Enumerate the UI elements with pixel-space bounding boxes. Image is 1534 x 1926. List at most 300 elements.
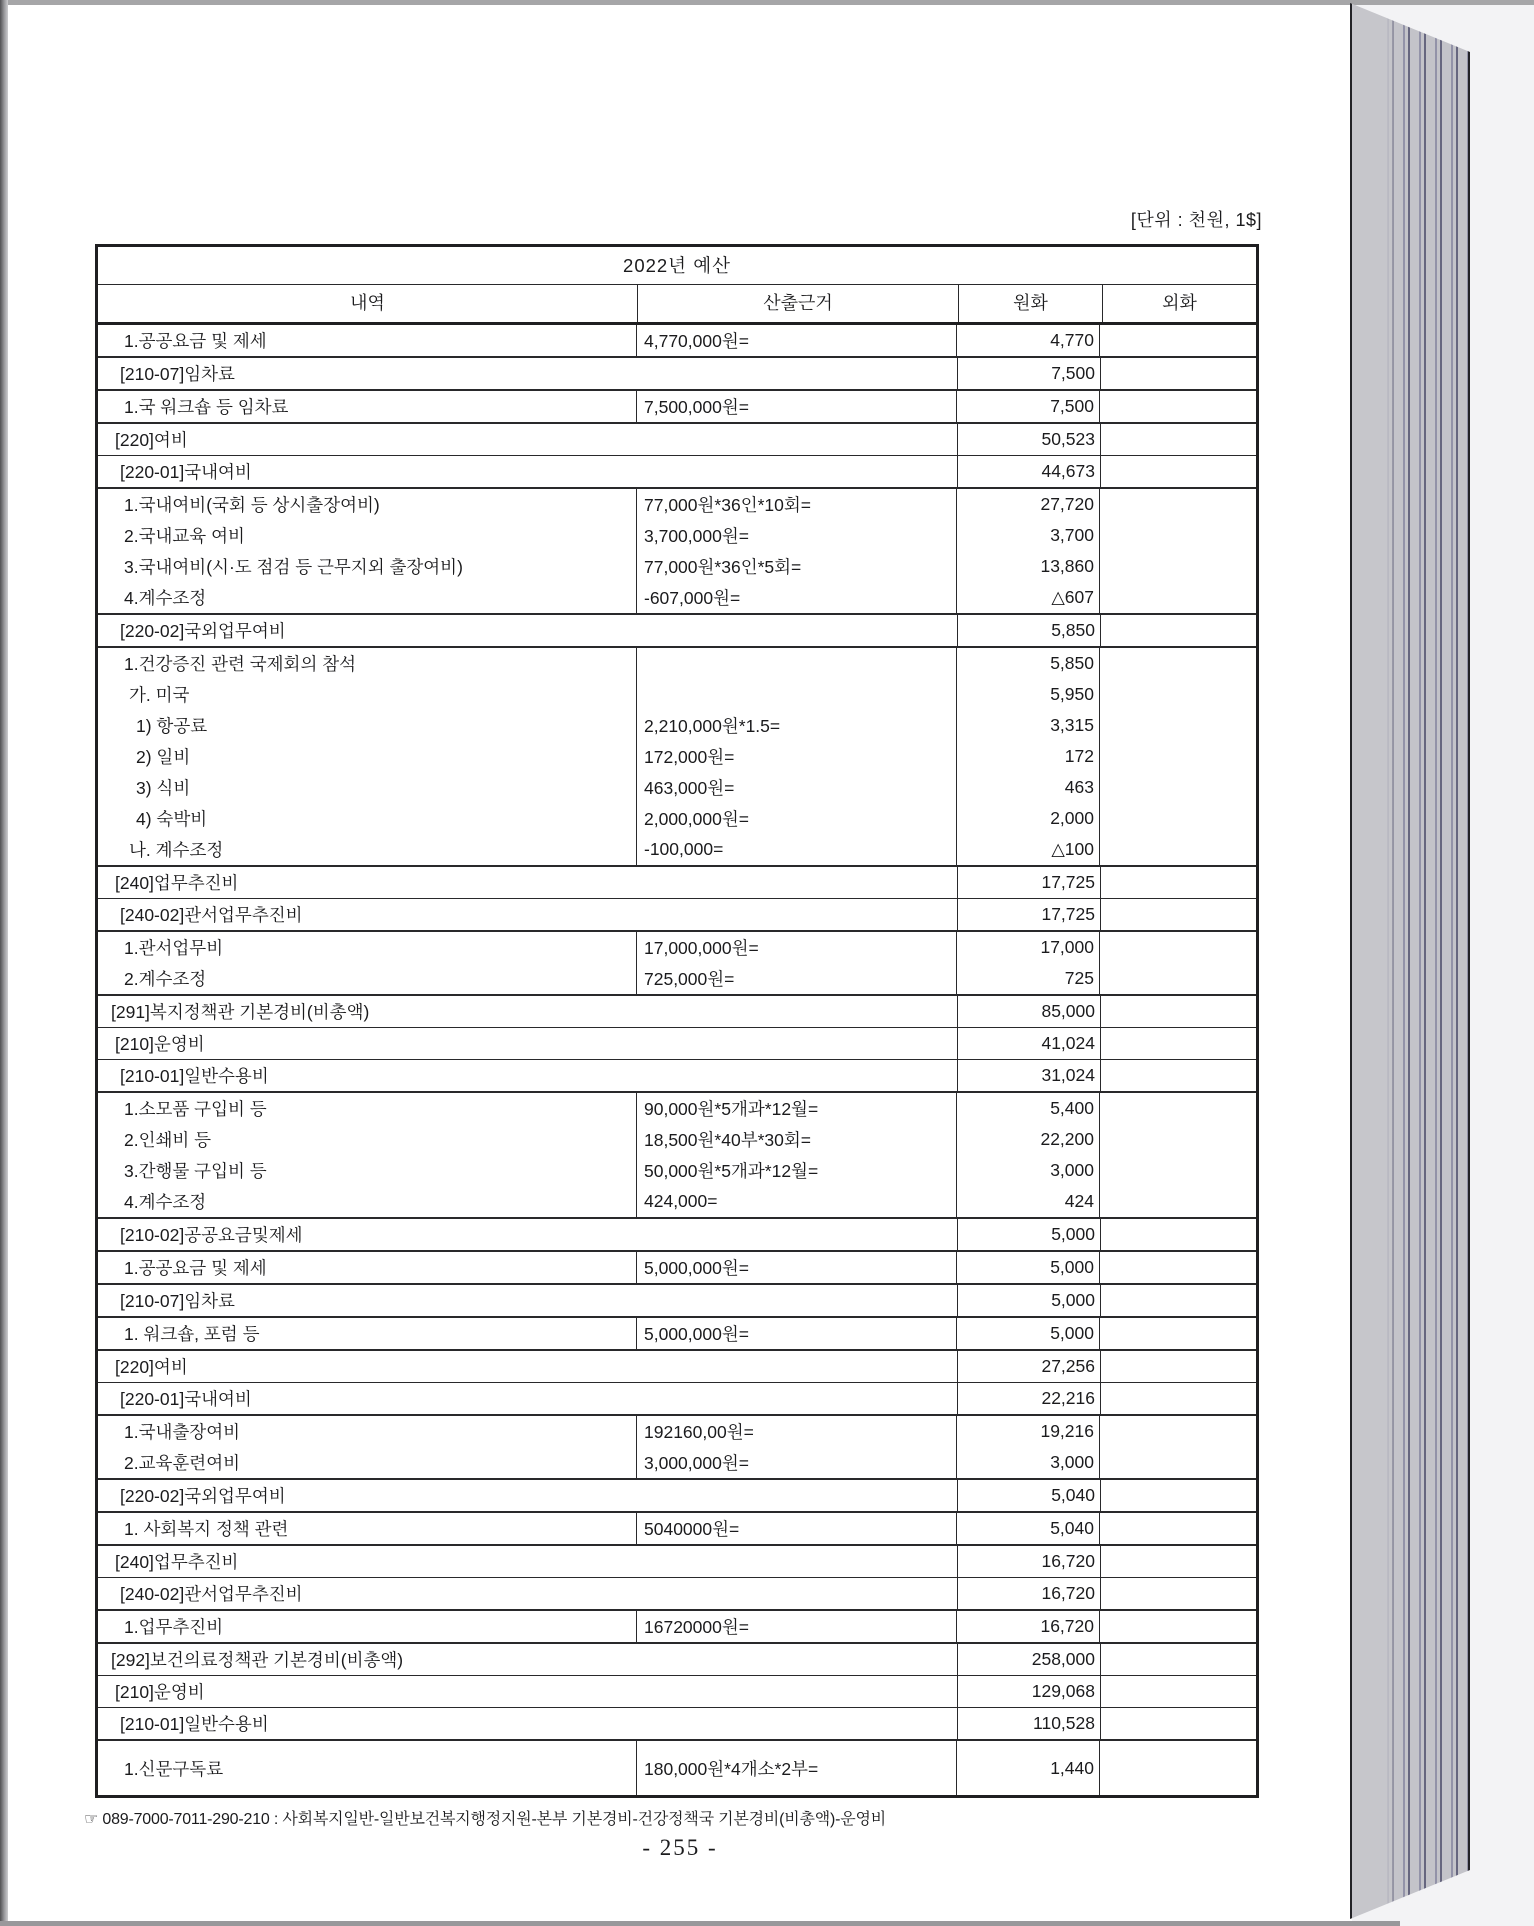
- row-label: [210-07]임차료: [120, 364, 235, 384]
- table-row-category: [98, 1349, 1256, 1382]
- cell-label: [98, 1093, 637, 1217]
- table-row-category: [98, 898, 1256, 930]
- row-calc: 18,500원*40부*30회=: [644, 1130, 812, 1150]
- row-amount-fx: [1101, 1383, 1256, 1414]
- row-label: 4.계수조정: [124, 1192, 207, 1212]
- row-amount-krw: 27,256: [1041, 1356, 1095, 1376]
- row-calc: 50,000원*5개과*12월=: [644, 1161, 819, 1181]
- row-calc: 725,000원=: [644, 969, 735, 989]
- cell-fx: [1100, 1513, 1256, 1544]
- row-label: [291]복지정책관 기본경비(비총액): [111, 1002, 370, 1022]
- cell-fx: [1100, 489, 1256, 613]
- cell-calc: [637, 1318, 957, 1349]
- row-amount-krw: 3,000: [1050, 1160, 1094, 1180]
- cell-krw: [957, 932, 1100, 994]
- cell-label: [98, 648, 637, 865]
- table-row-detail-group: [98, 930, 1256, 994]
- budget-table: [95, 244, 1259, 1798]
- cell-krw: [958, 1383, 1101, 1414]
- row-amount-fx: [1101, 358, 1256, 389]
- cell-label: [98, 489, 637, 613]
- row-amount-fx: [1100, 741, 1256, 772]
- row-label: 1.소모품 구입비 등: [124, 1099, 267, 1119]
- footer-note: ☞ 089-7000-7011-290-210 : 사회복지일반-일반보건복지행정지원-본부 기본경비-건강정책국 기본경비(비총액)-운영비: [84, 1811, 887, 1828]
- row-amount-fx: [1101, 1060, 1256, 1091]
- cell-fx: [1101, 1480, 1256, 1511]
- cell-krw: [958, 456, 1101, 487]
- table-row-detail-group: [98, 1316, 1256, 1349]
- row-label: 4.계수조정: [124, 588, 207, 608]
- table-row-detail-group: [98, 487, 1256, 613]
- cell-calc: [637, 648, 957, 865]
- row-amount-fx: [1100, 489, 1256, 520]
- row-label: [220-01]국내여비: [120, 1389, 252, 1409]
- document-page: [8, 5, 1352, 1921]
- cell-label: [98, 1252, 637, 1283]
- cell-label: [98, 456, 958, 487]
- cell-fx: [1100, 391, 1256, 422]
- row-label: 1.공공요금 및 제세: [124, 1258, 267, 1278]
- row-amount-krw: 725: [1064, 968, 1094, 988]
- row-amount-krw: 22,200: [1040, 1129, 1094, 1149]
- row-amount-krw: 5,000: [1050, 1323, 1094, 1343]
- cell-krw: [958, 899, 1101, 930]
- row-label: [240-02]관서업무추진비: [120, 1584, 303, 1604]
- cell-krw: [957, 1611, 1100, 1642]
- cell-fx: [1100, 1741, 1256, 1795]
- row-amount-krw: 17,725: [1041, 872, 1095, 892]
- row-calc: 172,000원=: [644, 747, 735, 767]
- row-calc: -607,000원=: [644, 588, 741, 608]
- row-amount-krw: 258,000: [1031, 1649, 1095, 1669]
- row-amount-krw: 17,725: [1041, 904, 1095, 924]
- row-amount-krw: 3,000: [1050, 1452, 1094, 1472]
- cell-label: [98, 899, 958, 930]
- row-amount-krw: 5,040: [1050, 1518, 1094, 1538]
- row-amount-fx: [1100, 1186, 1256, 1217]
- table-row-category: [98, 1027, 1256, 1059]
- row-amount-fx: [1100, 679, 1256, 710]
- row-amount-fx: [1100, 772, 1256, 803]
- row-amount-krw: 13,860: [1040, 556, 1094, 576]
- cell-calc: [637, 1416, 957, 1478]
- cell-krw: [957, 1318, 1100, 1349]
- row-amount-fx: [1100, 1611, 1256, 1642]
- row-calc: 5040000원=: [644, 1519, 740, 1539]
- row-amount-fx: [1100, 1155, 1256, 1186]
- row-label: 2.계수조정: [124, 969, 207, 989]
- row-amount-krw: 172: [1064, 746, 1094, 766]
- row-label: [220]여비: [115, 430, 188, 450]
- row-amount-fx: [1101, 1480, 1256, 1511]
- row-amount-fx: [1100, 391, 1256, 422]
- cell-fx: [1100, 1093, 1256, 1217]
- row-amount-fx: [1100, 1447, 1256, 1478]
- row-amount-krw: 4,770: [1050, 330, 1094, 350]
- cell-krw: [958, 1578, 1101, 1609]
- cell-label: [98, 1611, 637, 1642]
- row-amount-fx: [1100, 582, 1256, 613]
- row-amount-krw: 7,500: [1050, 396, 1094, 416]
- cell-krw: [958, 1060, 1101, 1091]
- cell-fx: [1101, 1383, 1256, 1414]
- cell-calc: [637, 325, 957, 356]
- table-row-detail-group: [98, 1739, 1256, 1795]
- row-label: [292]보건의료정책관 기본경비(비총액): [111, 1650, 404, 1670]
- cell-krw: [957, 1252, 1100, 1283]
- cell-krw: [957, 489, 1100, 613]
- row-amount-krw: 5,000: [1051, 1224, 1095, 1244]
- table-row-category: [98, 994, 1256, 1027]
- cell-krw: [957, 325, 1100, 356]
- scan-edge-bottom: [0, 1921, 1400, 1926]
- cell-fx: [1100, 648, 1256, 865]
- row-calc: 2,210,000원*1.5=: [644, 716, 781, 736]
- table-row-category: [98, 1478, 1256, 1511]
- row-amount-krw: 16,720: [1040, 1616, 1094, 1636]
- table-row-category: [98, 1675, 1256, 1707]
- cell-fx: [1101, 899, 1256, 930]
- row-calc: 77,000원*36인*10회=: [644, 495, 812, 515]
- row-label: 1.국 워크숍 등 임차료: [124, 397, 289, 417]
- row-label: [240]업무추진비: [115, 873, 239, 893]
- row-amount-fx: [1100, 710, 1256, 741]
- row-amount-krw: 27,720: [1040, 494, 1094, 514]
- cell-krw: [958, 1676, 1101, 1707]
- row-amount-fx: [1100, 932, 1256, 963]
- row-amount-krw: 1,440: [1050, 1757, 1094, 1778]
- cell-label: [98, 1285, 958, 1316]
- table-row-detail-group: [98, 1414, 1256, 1478]
- cell-fx: [1101, 456, 1256, 487]
- row-amount-fx: [1100, 803, 1256, 834]
- table-row-detail-group: [98, 1609, 1256, 1642]
- row-amount-krw: 7,500: [1051, 363, 1095, 383]
- cell-label: [98, 1741, 637, 1795]
- column-header-krw: 원화: [959, 285, 1103, 322]
- cell-fx: [1101, 615, 1256, 646]
- row-label: 1.국내여비(국회 등 상시출장여비): [124, 495, 380, 515]
- row-label: 1.건강증진 관련 국제회의 참석: [124, 654, 357, 674]
- cell-label: [98, 867, 958, 898]
- row-calc: 7,500,000원=: [644, 397, 749, 417]
- row-label: 1.신문구독료: [124, 1758, 224, 1779]
- cell-calc: [637, 1741, 957, 1795]
- column-header-foreign-currency: 외화: [1162, 293, 1197, 313]
- row-calc: [637, 648, 956, 679]
- cell-calc: [637, 489, 957, 613]
- cell-krw: [958, 1219, 1101, 1250]
- row-amount-krw: 16,720: [1041, 1583, 1095, 1603]
- row-label: 1. 사회복지 정책 관련: [124, 1519, 289, 1539]
- cell-krw: [958, 424, 1101, 455]
- row-amount-fx: [1100, 1093, 1256, 1124]
- row-label: [240-02]관서업무추진비: [120, 905, 303, 925]
- column-header-calculation-basis: 산출근거: [638, 285, 959, 322]
- row-label: 4) 숙박비: [136, 809, 208, 829]
- row-amount-fx: [1101, 899, 1256, 930]
- row-amount-fx: [1101, 456, 1256, 487]
- cell-krw: [958, 1351, 1101, 1382]
- cell-fx: [1101, 1219, 1256, 1250]
- row-amount-fx: [1100, 520, 1256, 551]
- cell-fx: [1101, 358, 1256, 389]
- row-calc: 5,000,000원=: [644, 1324, 749, 1344]
- cell-krw: [958, 1644, 1101, 1675]
- cell-label: [98, 1318, 637, 1349]
- table-row-category: [98, 422, 1256, 455]
- cell-fx: [1101, 867, 1256, 898]
- cell-fx: [1100, 1252, 1256, 1283]
- row-calc: 90,000원*5개과*12월=: [644, 1099, 819, 1119]
- table-row-category: [98, 1544, 1256, 1577]
- cell-label: [98, 1028, 958, 1059]
- row-amount-fx: [1100, 834, 1256, 865]
- row-amount-fx: [1100, 1741, 1256, 1795]
- row-calc: 4,770,000원=: [644, 331, 749, 351]
- row-calc: 424,000=: [644, 1191, 718, 1211]
- row-label: 3) 식비: [136, 778, 191, 798]
- row-calc: 77,000원*36인*5회=: [644, 557, 802, 577]
- cell-label: [98, 1708, 958, 1739]
- row-label: [220-02]국외업무여비: [120, 621, 286, 641]
- row-amount-fx: [1100, 1124, 1256, 1155]
- row-amount-krw: 5,950: [1050, 684, 1094, 704]
- cell-label: [98, 1383, 958, 1414]
- row-calc: 2,000,000원=: [644, 809, 749, 829]
- book-page-edges: [1350, 2, 1470, 1922]
- cell-label: [98, 1546, 958, 1577]
- row-calc: 463,000원=: [644, 778, 735, 798]
- cell-calc: [637, 391, 957, 422]
- row-amount-fx: [1101, 1644, 1256, 1675]
- row-amount-fx: [1101, 1676, 1256, 1707]
- row-amount-krw: 17,000: [1040, 937, 1094, 957]
- row-amount-krw: 50,523: [1041, 429, 1095, 449]
- row-calc: 16720000원=: [644, 1617, 749, 1637]
- cell-label: [98, 1513, 637, 1544]
- row-label: [210-01]일반수용비: [120, 1714, 269, 1734]
- cell-krw: [958, 867, 1101, 898]
- table-row-category: [98, 1642, 1256, 1675]
- cell-label: [98, 996, 958, 1027]
- cell-label: [98, 391, 637, 422]
- cell-krw: [958, 1546, 1101, 1577]
- cell-label: [98, 358, 958, 389]
- cell-krw: [958, 1708, 1101, 1739]
- row-calc: 5,000,000원=: [644, 1258, 749, 1278]
- row-amount-fx: [1101, 1351, 1256, 1382]
- row-amount-fx: [1100, 1318, 1256, 1349]
- cell-label: [98, 1480, 958, 1511]
- row-label: [240]업무추진비: [115, 1552, 239, 1572]
- row-amount-fx: [1100, 1416, 1256, 1447]
- cell-label: [98, 1219, 958, 1250]
- table-header-row: [98, 285, 1256, 325]
- page-number: - 255 -: [642, 1835, 718, 1860]
- cell-fx: [1100, 1318, 1256, 1349]
- row-label: [210]운영비: [115, 1034, 205, 1054]
- row-amount-krw: 463: [1064, 777, 1094, 797]
- row-amount-krw: 5,850: [1051, 620, 1095, 640]
- cell-fx: [1100, 932, 1256, 994]
- row-amount-krw: 2,000: [1050, 808, 1094, 828]
- unit-label: [단위 : 천원, 1$]: [1130, 210, 1262, 230]
- cell-krw: [958, 1480, 1101, 1511]
- cell-label: [98, 325, 637, 356]
- row-amount-krw: 110,528: [1033, 1713, 1095, 1733]
- table-row-category: [98, 1059, 1256, 1091]
- row-amount-fx: [1101, 615, 1256, 646]
- row-label: 가. 미국: [129, 685, 190, 705]
- table-row-category: [98, 356, 1256, 389]
- row-amount-krw: 5,040: [1051, 1485, 1095, 1505]
- cell-calc: [637, 932, 957, 994]
- cell-label: [98, 1351, 958, 1382]
- row-amount-krw: 424: [1064, 1191, 1094, 1211]
- row-calc: 180,000원*4개소*2부=: [644, 1758, 819, 1779]
- row-label: [210-07]임차료: [120, 1291, 235, 1311]
- cell-label: [98, 424, 958, 455]
- column-header-details: 내역: [98, 285, 638, 322]
- row-label: [220-02]국외업무여비: [120, 1486, 286, 1506]
- cell-label: [98, 1578, 958, 1609]
- cell-krw: [958, 1028, 1101, 1059]
- cell-krw: [957, 1741, 1100, 1795]
- row-amount-krw: 44,673: [1041, 461, 1095, 481]
- cell-fx: [1100, 325, 1256, 356]
- cell-krw: [957, 391, 1100, 422]
- cell-fx: [1101, 996, 1256, 1027]
- row-amount-fx: [1101, 1546, 1256, 1577]
- cell-label: [98, 932, 637, 994]
- table-row-detail-group: [98, 389, 1256, 422]
- cell-krw: [957, 1416, 1100, 1478]
- cell-calc: [637, 1513, 957, 1544]
- row-amount-fx: [1101, 1219, 1256, 1250]
- row-amount-krw: 41,024: [1041, 1033, 1095, 1053]
- row-label: 1.국내출장여비: [124, 1422, 241, 1442]
- row-amount-krw: △100: [1051, 839, 1094, 859]
- cell-label: [98, 1060, 958, 1091]
- row-amount-fx: [1100, 648, 1256, 679]
- table-row-detail-group: [98, 325, 1256, 356]
- row-amount-fx: [1100, 963, 1256, 994]
- row-label: [210-02]공공요금및제세: [120, 1225, 303, 1245]
- row-amount-krw: 22,216: [1041, 1388, 1095, 1408]
- cell-label: [98, 1416, 637, 1478]
- row-amount-krw: 3,700: [1050, 525, 1094, 545]
- cell-fx: [1100, 1416, 1256, 1478]
- row-amount-krw: 5,850: [1050, 653, 1094, 673]
- table-row-category: [98, 455, 1256, 487]
- cell-krw: [957, 1093, 1100, 1217]
- row-label: 1.관서업무비: [124, 938, 224, 958]
- row-label: [220-01]국내여비: [120, 462, 252, 482]
- cell-fx: [1101, 1285, 1256, 1316]
- row-label: 1.업무추진비: [124, 1617, 224, 1637]
- cell-fx: [1100, 1611, 1256, 1642]
- cell-krw: [958, 615, 1101, 646]
- table-row-category: [98, 1217, 1256, 1250]
- cell-calc: [637, 1611, 957, 1642]
- row-amount-fx: [1100, 325, 1256, 356]
- row-amount-fx: [1101, 424, 1256, 455]
- row-amount-fx: [1100, 551, 1256, 582]
- row-amount-krw: 5,000: [1051, 1290, 1095, 1310]
- table-body: [98, 325, 1256, 1795]
- cell-fx: [1101, 1060, 1256, 1091]
- table-row-category: [98, 1707, 1256, 1739]
- row-label: [210-01]일반수용비: [120, 1066, 269, 1086]
- row-amount-fx: [1100, 1252, 1256, 1283]
- row-calc: 192160,00원=: [644, 1422, 754, 1442]
- row-amount-krw: 85,000: [1041, 1001, 1095, 1021]
- row-amount-krw: 19,216: [1040, 1421, 1094, 1441]
- row-label: 3.국내여비(시·도 점검 등 근무지외 출장여비): [124, 557, 463, 577]
- row-amount-fx: [1101, 867, 1256, 898]
- table-row-detail-group: [98, 1511, 1256, 1544]
- cell-fx: [1101, 424, 1256, 455]
- row-amount-krw: △607: [1051, 587, 1094, 607]
- row-label: 2.인쇄비 등: [124, 1130, 212, 1150]
- table-row-category: [98, 1577, 1256, 1609]
- table-row-detail-group: [98, 646, 1256, 865]
- cell-krw: [958, 996, 1101, 1027]
- table-row-detail-group: [98, 1091, 1256, 1217]
- row-amount-fx: [1101, 1285, 1256, 1316]
- row-amount-krw: 31,024: [1041, 1065, 1095, 1085]
- row-amount-krw: 3,315: [1050, 715, 1094, 735]
- row-amount-fx: [1101, 996, 1256, 1027]
- row-label: 1.공공요금 및 제세: [124, 331, 267, 351]
- row-amount-krw: 16,720: [1041, 1551, 1095, 1571]
- row-label: 2.국내교육 여비: [124, 526, 245, 546]
- cell-label: [98, 615, 958, 646]
- row-label: [220]여비: [115, 1357, 188, 1377]
- table-row-detail-group: [98, 1250, 1256, 1283]
- row-amount-fx: [1101, 1028, 1256, 1059]
- cell-fx: [1101, 1351, 1256, 1382]
- cell-calc: [637, 1252, 957, 1283]
- row-amount-fx: [1100, 1513, 1256, 1544]
- row-amount-krw: 129,068: [1031, 1681, 1095, 1701]
- cell-fx: [1101, 1578, 1256, 1609]
- table-row-category: [98, 865, 1256, 898]
- cell-krw: [958, 1285, 1101, 1316]
- table-row-category: [98, 613, 1256, 646]
- cell-fx: [1101, 1676, 1256, 1707]
- row-calc: [637, 679, 956, 710]
- table-row-category: [98, 1283, 1256, 1316]
- cell-fx: [1101, 1708, 1256, 1739]
- row-amount-fx: [1101, 1578, 1256, 1609]
- row-calc: 17,000,000원=: [644, 938, 759, 958]
- row-label: 1. 워크숍, 포럼 등: [124, 1324, 260, 1344]
- row-amount-fx: [1101, 1708, 1256, 1739]
- row-calc: 3,700,000원=: [644, 526, 749, 546]
- row-amount-krw: 5,000: [1050, 1257, 1094, 1277]
- cell-krw: [958, 358, 1101, 389]
- row-label: 나. 계수조정: [129, 840, 224, 860]
- cell-label: [98, 1676, 958, 1707]
- cell-calc: [637, 1093, 957, 1217]
- table-row-category: [98, 1382, 1256, 1414]
- row-calc: -100,000=: [644, 839, 724, 859]
- cell-fx: [1101, 1644, 1256, 1675]
- cell-krw: [957, 1513, 1100, 1544]
- table-title: 2022년 예산: [98, 247, 1256, 285]
